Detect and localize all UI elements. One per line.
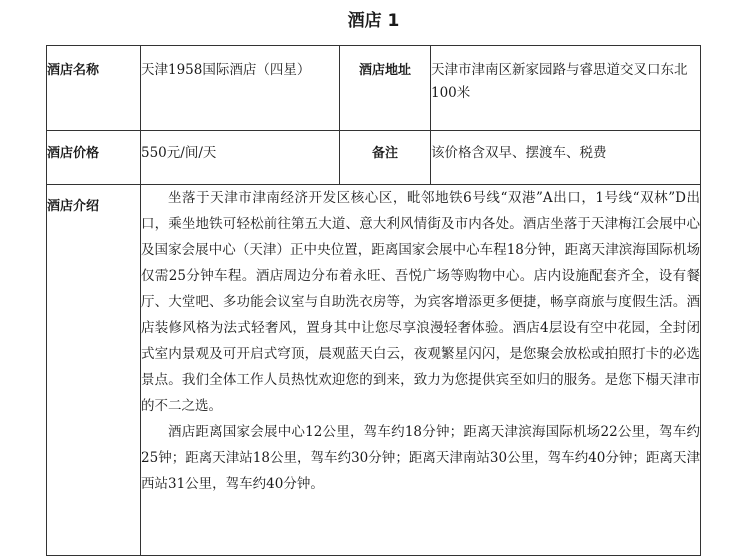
hotel-intro-text <box>141 185 701 556</box>
page-title: 酒店 1 <box>347 11 400 31</box>
hotel-info-table <box>46 45 701 556</box>
hotel-intro-label: 酒店介绍 <box>47 185 141 556</box>
table-row <box>47 46 701 131</box>
intro-paragraph: 酒店距离国家会展中心12公里，驾车约18分钟；距离天津滨海国际机场22公里，驾车约25钟；距离天津站18公里，驾车约30分钟；距离天津南站30公里，驾车约40分钟；距离天津西站31公里，驾车约40分钟。 <box>141 424 700 492</box>
hotel-address-value: 天津市津南区新家园路与睿思道交叉口东北100米 <box>431 46 701 131</box>
hotel-name-value: 天津1958国际酒店（四星） <box>141 46 340 131</box>
table-row <box>47 131 701 185</box>
intro-paragraph: 坐落于天津市津南经济开发区核心区，毗邻地铁6号线“双港”A出口，1号线“双林”D出口，乘坐地铁可轻松前往第五大道、意大利风情街及市内各处。酒店坐落于天津梅江会展中心及国家会展中心（天津）正中央位置，距离国家会展中心车程18分钟，距离天津滨海国际机场仅需25分钟车程。酒店周边分布着永旺、吾悦广场等购物中心。店内设施配套齐全，设有餐厅、大堂吧、多功能会议室与自助洗衣房等，为宾客增添更多便捷，畅享商旅与度假生活。酒店装修风格为法式轻奢风，置身其中让您尽享浪漫轻奢体验。酒店4层设有空中花园，全封闭式室内景观及可开启式穹顶，晨观蓝天白云，夜观繁星闪闪，是您聚会放松或拍照打卡的必选景点。我们全体工作人员热忱欢迎您的到来，致力为您提供宾至如归的服务。是您下榻天津市的不二之选。 <box>141 190 700 414</box>
hotel-name-label: 酒店名称 <box>47 46 141 131</box>
table-row <box>47 185 701 556</box>
hotel-address-label: 酒店地址 <box>340 46 431 131</box>
hotel-price-value: 550元/间/天 <box>141 131 340 185</box>
hotel-note-value: 该价格含双早、摆渡车、税费 <box>431 131 701 185</box>
hotel-price-label: 酒店价格 <box>47 131 141 185</box>
hotel-note-label: 备注 <box>340 131 431 185</box>
